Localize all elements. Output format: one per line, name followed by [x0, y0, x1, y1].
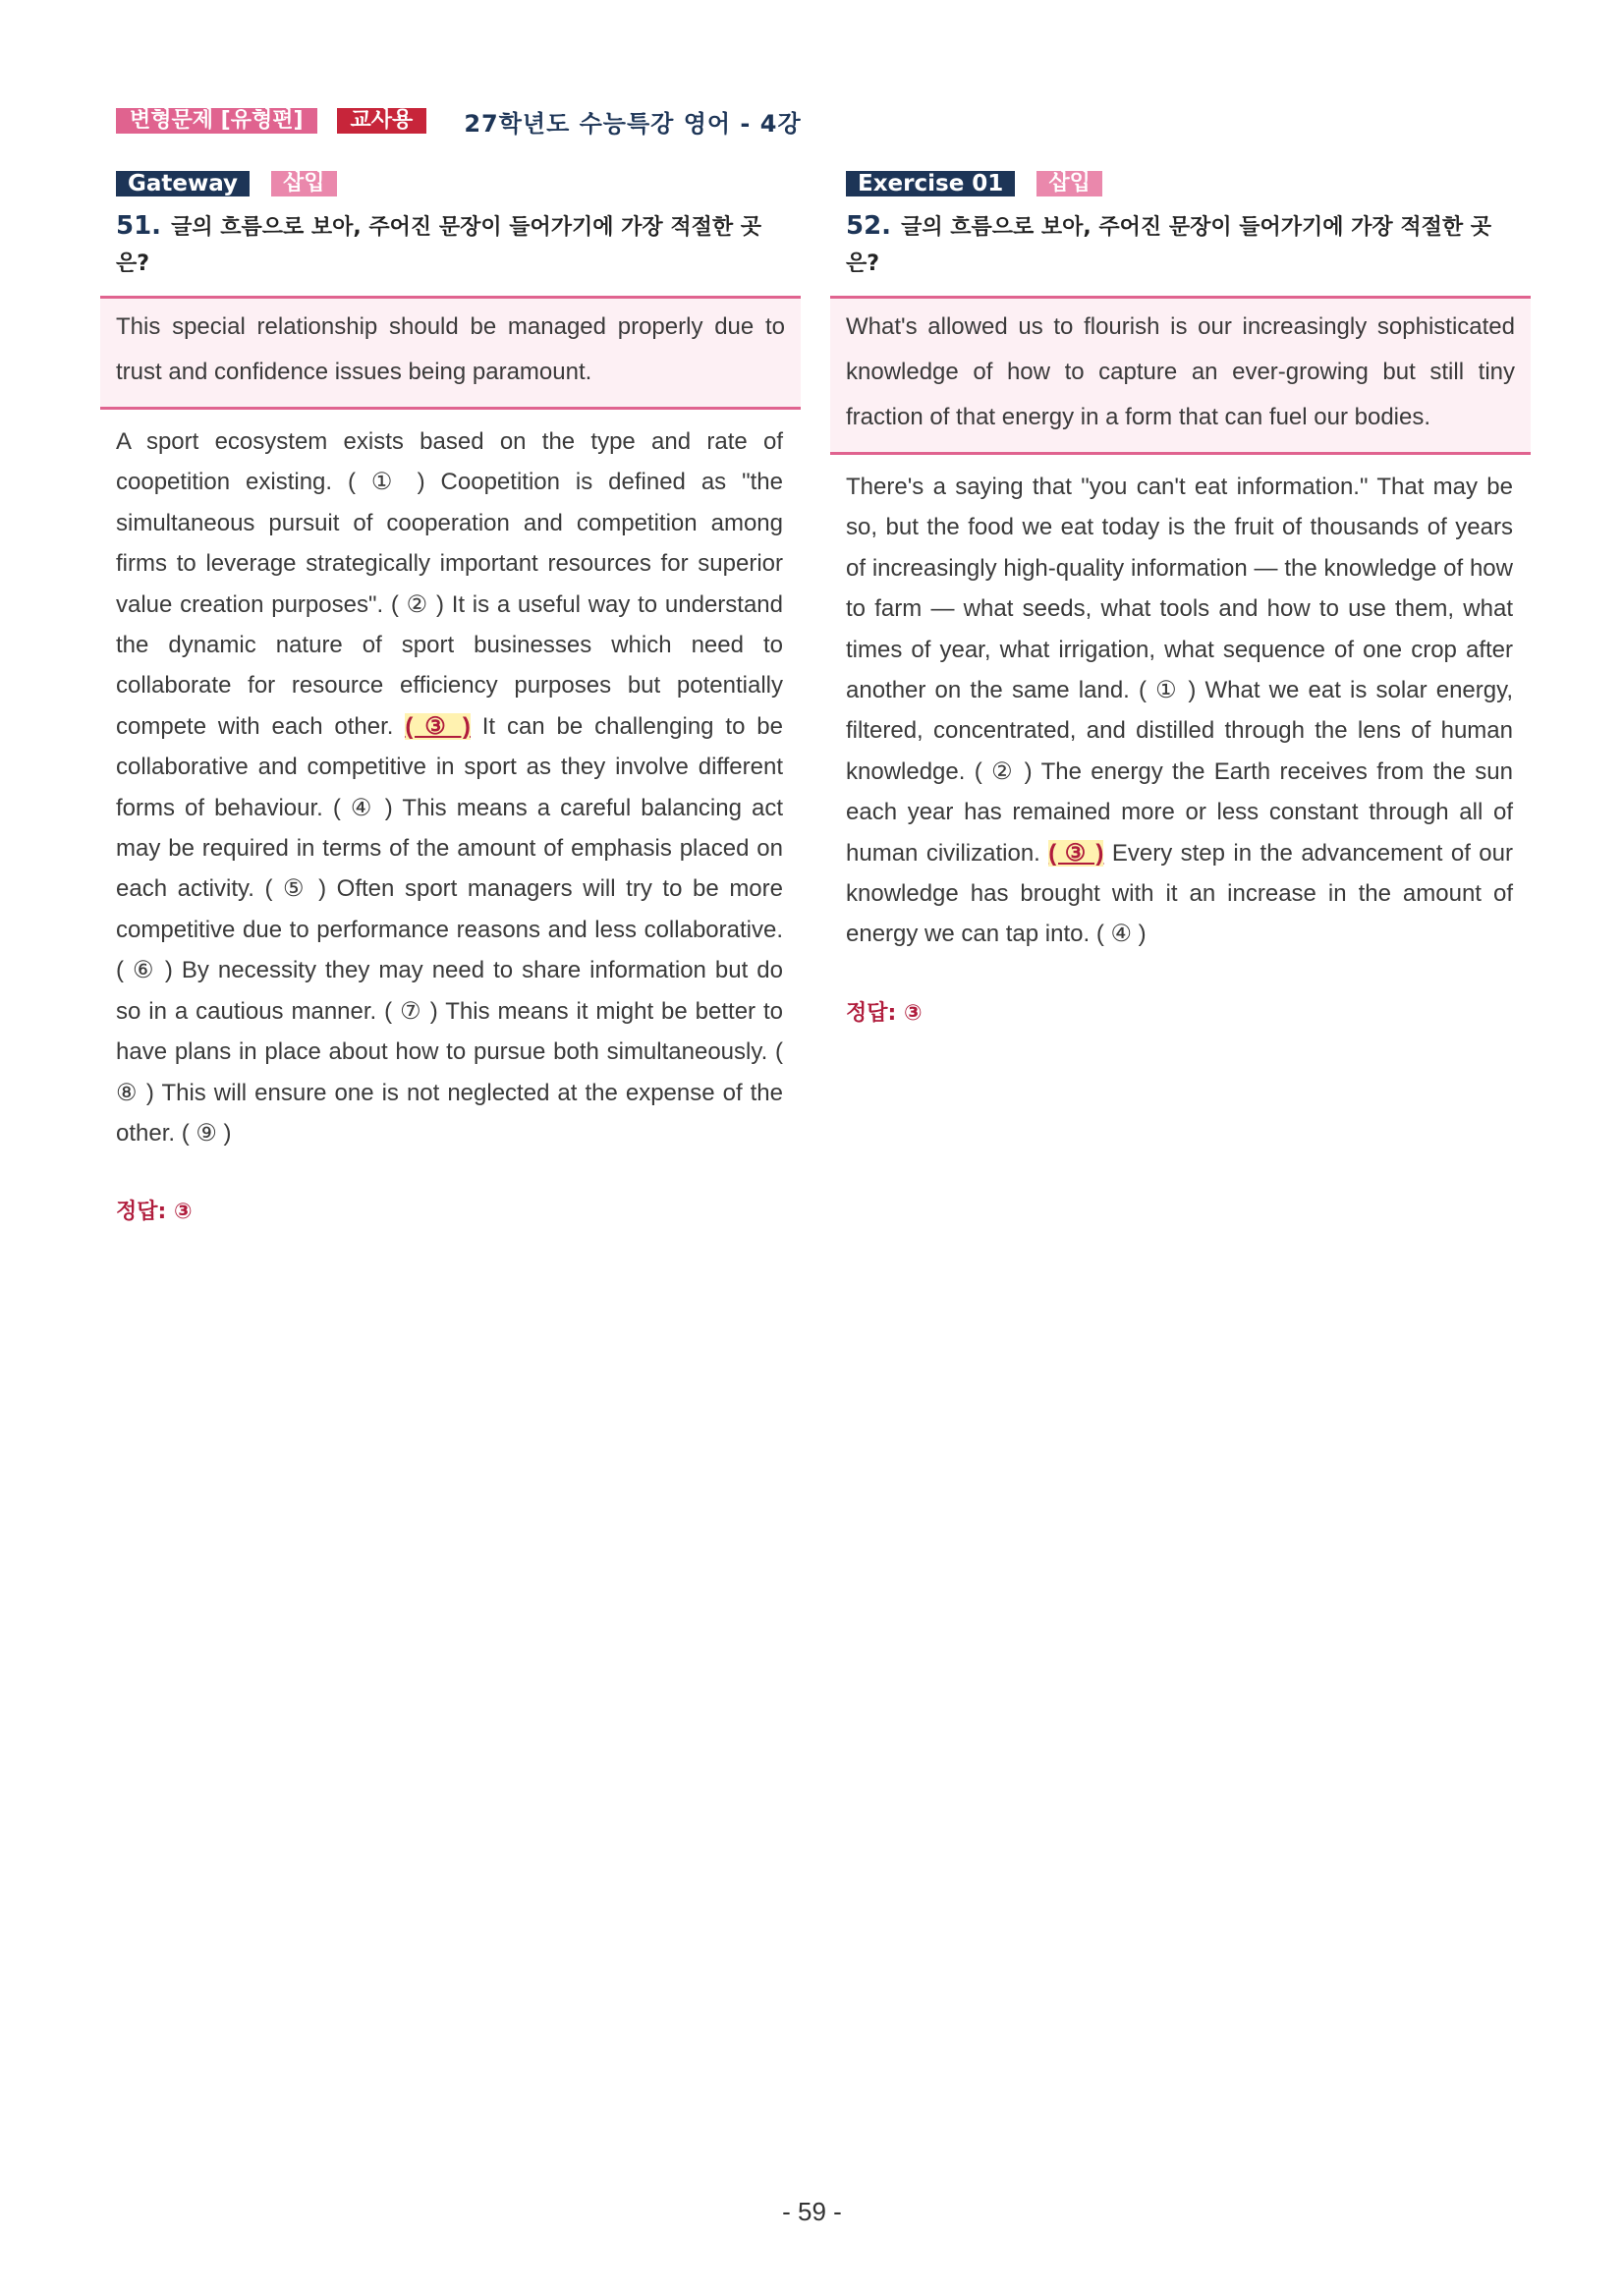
passage-text-before: There's a saying that "you can't eat information." That may be so, but the food we eat today is the fruit of thousands of years of increasingly high-quality information — the knowledge of how to farm — what seeds, what tools and how to use them, what times of year, what irrigation, what sequence of one crop after another on the same land. ( ① ) What we eat is solar energy, filtered, concentrated, and distilled through the lens of human knowledge. ( ② ) The energy the Earth receives from the sun each year has remained more or less constant through all of human civilization. — [846, 474, 1513, 867]
page-title: 27학년도 수능특강 영어 - 4강 — [464, 109, 802, 138]
type-label: 삽입 — [1036, 171, 1102, 196]
answer-marker: ( ③ ) — [1048, 839, 1104, 867]
answer-label: 정답: ③ — [116, 1200, 193, 1225]
question-number: 52. — [846, 211, 892, 241]
question-labels — [846, 171, 1531, 196]
variant-tag: 변형문제 [유형편] — [116, 108, 317, 134]
source-label: Exercise 01 — [846, 171, 1015, 196]
passage-text-after: Every step in the advancement of our knowledge has brought with it an increase in the amount of energy we can tap into. ( ④ ) — [846, 839, 1513, 948]
given-sentence-box: What's allowed us to flourish is our increasingly sophisticated knowledge of how to capture an ever-growing but still tiny fraction of that energy in a form that can fuel our bodies. — [830, 296, 1531, 455]
source-label: Gateway — [116, 171, 250, 196]
type-label: 삽입 — [271, 171, 337, 196]
question-number: 51. — [116, 211, 162, 241]
question-labels — [116, 171, 801, 196]
answer-marker: ( ③ ) — [405, 712, 471, 740]
passage-text-before: A sport ecosystem exists based on the type and rate of coopetition existing. ( ① ) Coopetition is defined as "the simultaneous pursuit of cooperation and competition among firms to leverage strategically important resources for superior value creation purposes". ( ② ) It is a useful way to understand the dynamic nature of sport businesses which need to collaborate for resource efficiency purposes but potentially compete with each other. — [116, 428, 783, 740]
passage — [116, 421, 783, 1153]
question-prompt — [846, 208, 1524, 282]
question-prompt — [116, 208, 794, 282]
passage — [846, 467, 1513, 955]
question-51 — [100, 171, 801, 1225]
given-sentence-box: This special relationship should be managed properly due to trust and confidence issues being paramount. — [100, 296, 801, 410]
page-number: - 59 - — [782, 2197, 842, 2226]
answer-label: 정답: ③ — [846, 1000, 923, 1026]
passage-text-after: It can be challenging to be collaborative and competitive in sport as they involve different forms of behaviour. ( ④ ) This means a careful balancing act may be required in terms of the amount of emphasis placed on each activity. ( ⑤ ) Often sport managers will try to be more competitive due to performance reasons and less collaborative. ( ⑥ ) By necessity they may need to share information but do so in a cautious manner. ( ⑦ ) This means it might be better to have plans in place about how to pursue both simultaneously. ( ⑧ ) This will ensure one is not neglected at the expense of the other. ( ⑨ ) — [116, 712, 784, 1147]
teacher-tag: 교사용 — [337, 108, 427, 134]
prompt-text: 글의 흐름으로 보아, 주어진 문장이 들어가기에 가장 적절한 곳은? — [116, 215, 761, 276]
prompt-text: 글의 흐름으로 보아, 주어진 문장이 들어가기에 가장 적절한 곳은? — [846, 215, 1491, 276]
question-52 — [830, 171, 1531, 1027]
page-header — [116, 106, 802, 136]
